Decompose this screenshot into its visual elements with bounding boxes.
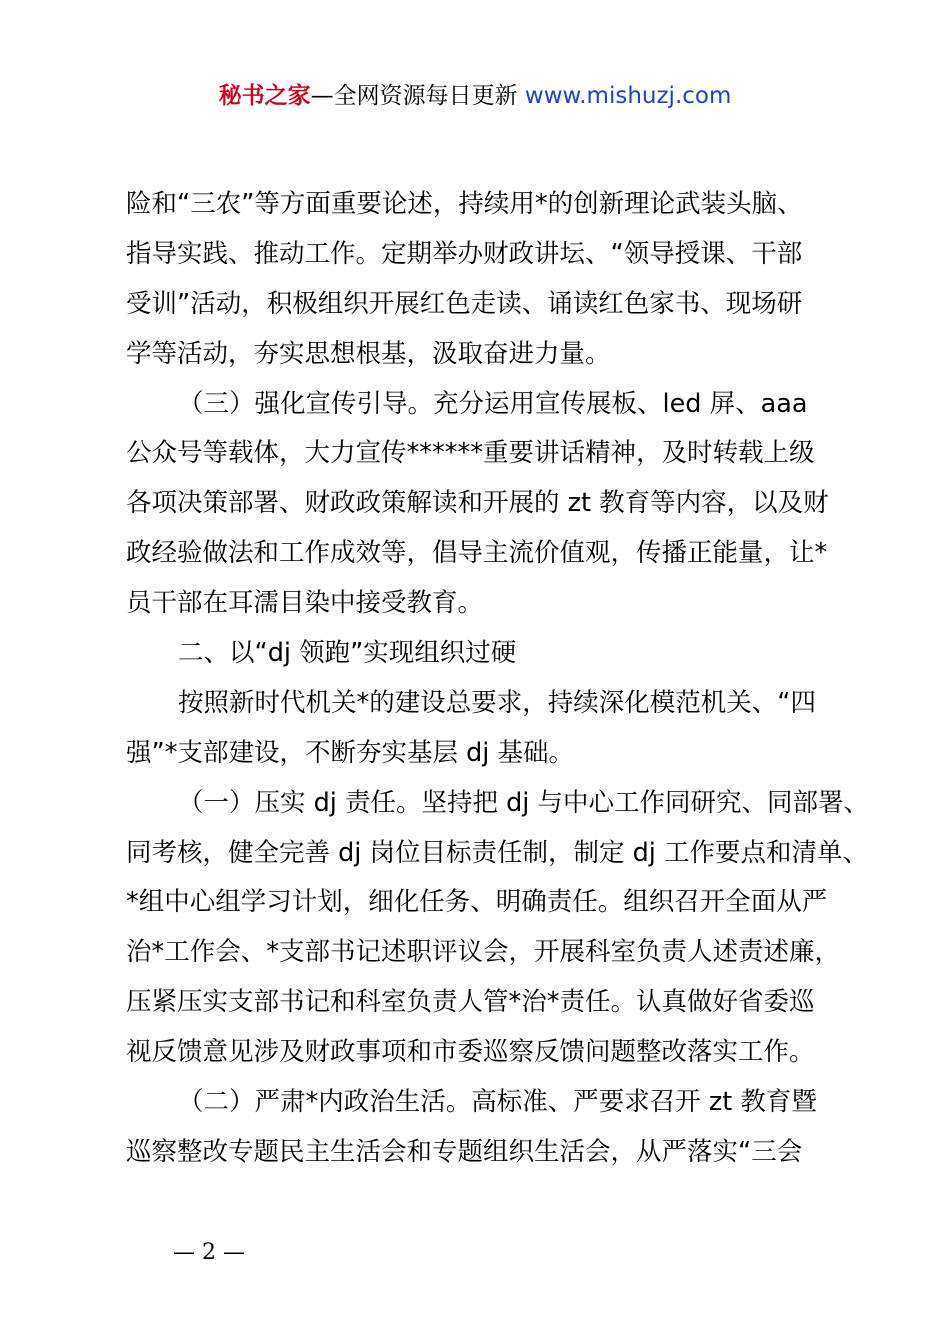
text-line: 巡察整改专题民主生活会和专题组织生活会，从严落实“三会 xyxy=(126,1136,803,1167)
text-line: 公众号等载体，大力宣传******重要讲话精神，及时转载上级 xyxy=(126,438,815,469)
text-line: 指导实践、推动工作。定期举办财政讲坛、“领导授课、干部 xyxy=(126,238,803,269)
section-heading-1: （一）压实 dj 责任。坚持把 dj 与中心工作同研究、同部署、 xyxy=(178,787,869,818)
text-line: 强”*支部建设，不断夯实基层 dj 基础。 xyxy=(126,737,574,768)
text-line: 压紧压实支部书记和科室负责人管*治*责任。认真做好省委巡 xyxy=(126,987,815,1018)
site-url-link[interactable]: www.mishuzj.com xyxy=(524,83,732,109)
document-body xyxy=(126,180,869,1178)
text-line: 治*工作会、*支部书记述职评议会，开展科室负责人述责述廉， xyxy=(126,937,841,968)
text-line: 员干部在耳濡目染中接受教育。 xyxy=(126,588,484,619)
paragraph-start: 按照新时代机关*的建设总要求，持续深化模范机关、“四 xyxy=(178,687,816,718)
text-line: 险和“三农”等方面重要论述，持续用*的创新理论武装头脑、 xyxy=(126,189,803,219)
text-line: 受训”活动，积极组织开展红色走读、诵读红色家书、现场研 xyxy=(126,288,803,319)
site-slogan: —全网资源每日更新 xyxy=(310,83,525,109)
text-line: *组中心组学习计划，细化任务、明确责任。组织召开全面从严 xyxy=(126,887,828,918)
text-line: 同考核，健全完善 dj 岗位目标责任制，制定 dj 工作要点和清单、 xyxy=(126,837,868,868)
text-line: 视反馈意见涉及财政事项和市委巡察反馈问题整改落实工作。 xyxy=(126,1037,815,1068)
text-line: 学等活动，夯实思想根基，汲取奋进力量。 xyxy=(126,338,611,369)
chapter-heading-2: 二、以“dj 领跑”实现组织过硬 xyxy=(178,638,517,669)
section-heading-3: （三）强化宣传引导。充分运用宣传展板、led 屏、aaa xyxy=(178,388,808,419)
text-line: 政经验做法和工作成效等，倡导主流价值观，传播正能量，让* xyxy=(126,538,828,569)
text-line: 各项决策部署、财政政策解读和开展的 zt 教育等内容，以及财 xyxy=(126,488,829,519)
page-number: — 2 — xyxy=(173,1240,245,1265)
site-header xyxy=(0,80,950,112)
section-heading-2: （二）严肃*内政治生活。高标准、严要求召开 zt 教育暨 xyxy=(178,1087,817,1118)
site-brand: 秘书之家 xyxy=(218,83,311,109)
